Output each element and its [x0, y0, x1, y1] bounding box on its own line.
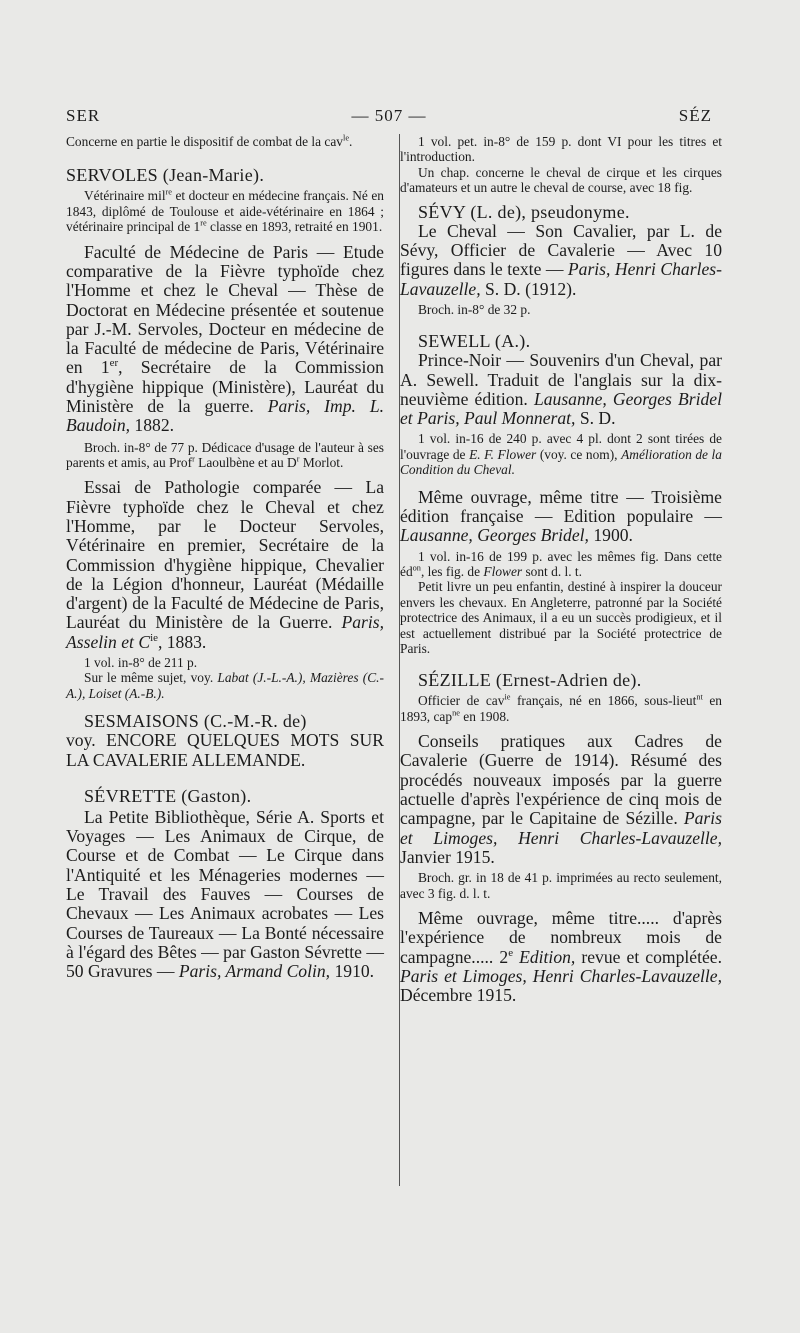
servoles-work-2-note-1: 1 vol. in-8° de 211 p. — [84, 655, 198, 671]
sezille-note: Broch. gr. in 18 de 41 p. imprimées au recto seulement, avec 3 fig. d. l. t. — [400, 870, 722, 901]
sewell-text-2: Même ouvrage, même titre — Troisième édition française — Edition populaire — Lausanne, Georges Bridel, 1900. — [400, 486, 722, 546]
entry-heading-sewell: SEWELL (A.). — [418, 331, 531, 352]
sewell-note: 1 vol. in-16 de 240 p. avec 4 pl. dont 2 sont tirées de l'ouvrage de E. F. Flower (voy. ce nom), Amélioration de la Condition du Cheval. — [400, 431, 722, 478]
sezille-bio: Officier de cav$^{ie}$ français, né en 1866, sous-lieut$^{nt}$ en 1893, cap$^{ne}$ en 1908. — [400, 692, 722, 724]
sezille-text: Conseils pratiques aux Cadres de Cavalerie (Guerre de 1914). Résumé des procédés nouveaux imposés par la guerre actuelle d'après l'expérience de cinq mois de campagne, par le Capitaine de Sézille. Paris et Limoges, Henri Charles-Lavauzelle, Janvier 1915. — [400, 731, 722, 867]
sezille-text-2: Même ouvrage, même titre..... d'après l'expérience de nombreux mois de campagne..... 2e Edition, revue et complétée. Paris et Limoges, Henri Charles-Lavauzelle, Décembre 1915. — [400, 908, 722, 1006]
servoles-work-2: Essai de Pathologie comparée — La Fièvre typhoïde chez le Cheval et chez l'Homme, par le Docteur Servoles, Vétérinaire en premier, Secrétaire de la Commission d'hygiène hippique, Chevalier de la Légion d'honneur, Lauréat (Médaille d'argent) de la Faculté de Médecine de Paris, Lauréat du Ministère de la Guerre. Paris, Asselin et $C^{ie}$, 1883. — [66, 477, 384, 652]
sevy-note: Broch. in-8° de 32 p. — [418, 301, 531, 317]
sesmaisons-text: voy. ENCORE QUELQUES MOTS SUR LA CAVALERIE ALLEMANDE. — [66, 730, 384, 770]
entry-heading-sesmaisons: SESMAISONS (C.-M.-R. de) — [84, 711, 307, 732]
sevrette-text: La Petite Bibliothèque, Série A. Sports et Voyages — Les Animaux de Cirque, de Course et de Combat — Le Cirque dans l'Antiquité et les Ménageries modernes — Le Travail des Fauves — Courses de Chevaux — Les Animaux acrobates — Les Courses de Taureaux — La Bonté nécessaire à l'égard des Bêtes — par Gaston Sévrette — 50 Gravures — Paris, Armand Colin, 1910. — [66, 806, 384, 982]
servoles-work-1: Faculté de Médecine de Paris — Etude comparative de la Fièvre typhoïde chez l'Homme et chez le Cheval — Thèse de Doctorat en Médecine présentée et soutenue par J.-M. Servoles, Docteur en médecine de la Faculté de médecine de Paris, Vétérinaire en 1er, Secrétaire de la Commission d'hygiène hippique (Ministère), Lauréat du Ministère de la guerre. Paris, Imp. L. Baudoin, 1882. — [66, 241, 385, 436]
header-right: SÉZ — [678, 106, 712, 125]
sewell-note-2: 1 vol. in-16 de 199 p. avec les mêmes fig. Dans cette $éd^{on}$, les fig. de Flower sont d. l. t. — [400, 548, 722, 579]
servoles-work-2-note-2: Sur le même sujet, voy. Labat (J.-L.-A.), Mazières (C.-A.), Loiset (A.-B.). — [66, 670, 384, 701]
concerne-note: Concerne en partie le dispositif de combat de la cav$^{le}$. — [66, 133, 353, 149]
sevrette-note-2: Un chap. concerne le cheval de cirque et les cirques d'amateurs et un autre le cheval de course, avec 18 fig. — [400, 164, 722, 196]
entry-heading-sevy: SÉVY (L. de), pseudonyme. — [418, 201, 630, 222]
right-column — [400, 134, 722, 1006]
sewell-text: Prince-Noir — Souvenirs d'un Cheval, par A. Sewell. Traduit de l'anglais sur la dix-neuvième édition. Lausanne, Georges Bridel et Paris, Paul Monnerat, S. D. — [400, 350, 722, 429]
sevrette-note-1: 1 vol. pet. in-8° de 159 p. dont VI pour les titres et l'introduction. — [400, 134, 722, 165]
entry-heading-servoles: SERVOLES (Jean-Marie). — [66, 165, 265, 186]
entry-heading-sezille: SÉZILLE (Ernest-Adrien de). — [418, 670, 642, 691]
servoles-work-1-note: Broch. in-8° de 77 p. Dédicace d'usage de l'auteur à ses parents et amis, au Prof$^r$ Laoulbène et au $D^r$ Morlot. — [66, 439, 384, 470]
header-left: SER — [66, 106, 101, 125]
page-number: — 507 — — [351, 106, 427, 125]
left-column — [66, 134, 384, 982]
running-header — [66, 106, 712, 128]
sewell-note-3: Petit livre un peu enfantin, destiné à inspirer la douceur envers les chevaux. En Angleterre, patronné par la Société protectrice des Animaux, il a eu un succès prodigieux, et il est actuellement distribué par la Société protectrice de Paris. — [400, 579, 722, 656]
servoles-bio: Vétérinaire mil$^{re}$ et docteur en médecine français. Né en 1843, diplômé de Toulouse et aide-vétérinaire en 1864 ; vétérinaire principal de 1re classe en 1893, retraité en 1901. — [66, 187, 384, 235]
entry-heading-sevrette: SÉVRETTE (Gaston). — [84, 785, 252, 806]
sevy-text: Le Cheval — Son Cavalier, par L. de Sévy, Officier de Cavalerie — Avec 10 figures dans le texte — Paris, Henri Charles-Lavauzelle, S. D. (1912). — [400, 220, 722, 299]
